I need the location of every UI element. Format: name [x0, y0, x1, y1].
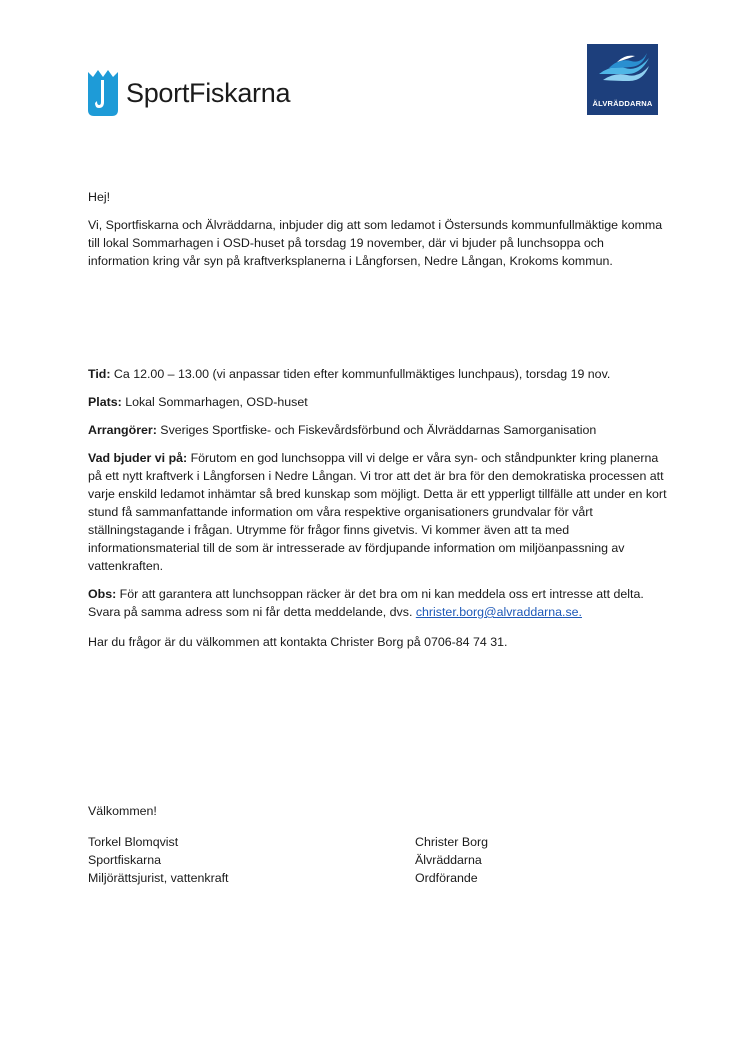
signature-title: Miljörättsjurist, vattenkraft: [88, 871, 229, 885]
place-value: Lokal Sommarhagen, OSD-huset: [121, 395, 308, 409]
signature-title: Ordförande: [415, 871, 478, 885]
place-label: Plats:: [88, 395, 122, 409]
river-waves-icon: [587, 44, 658, 94]
signature-name: Torkel Blomqvist: [88, 835, 179, 849]
organizers-value: Sveriges Sportfiske- och Fiskevårdsförbund och Älvräddarnas Samorganisation: [156, 423, 597, 437]
fish-hook-icon: [88, 70, 118, 116]
time-value: Ca 12.00 – 13.00 (vi anpassar tiden efter kommunfullmäktiges lunchpaus), torsdag 19 nov.: [110, 367, 611, 381]
obs-paragraph: [88, 585, 668, 621]
alvraddarna-wordmark: ÄLVRÄDDARNA: [592, 99, 653, 108]
place-line: [88, 393, 668, 411]
signature-org: Sportfiskarna: [88, 853, 162, 867]
closing-line: Välkommen!: [88, 804, 157, 818]
obs-label: Obs:: [88, 587, 117, 601]
alvraddarna-logo: [587, 44, 658, 115]
obs-value: För att garantera att lunchsoppan räcker är det bra om ni kan meddela oss ert intresse att delta. Svara på samma adress som ni får detta meddelande, dvs.: [88, 587, 644, 619]
intro-paragraph: Vi, Sportfiskarna och Älvräddarna, inbjuder dig att som ledamot i Östersunds kommunfullmäktige komma till lokal Sommarhagen i OSD-huset på torsdag 19 november, där vi bjuder på lunchsoppa och information kring vår syn på kraftverksplanerna i Långforsen, Nedre Långan, Krokoms kommun.: [88, 218, 663, 268]
contact-line: Har du frågor är du välkommen att kontakta Christer Borg på 0706-84 74 31.: [88, 635, 508, 649]
signature-name: Christer Borg: [415, 835, 488, 849]
signature-org: Älvräddarna: [415, 853, 482, 867]
organizers-label: Arrangörer:: [88, 423, 157, 437]
email-link[interactable]: christer.borg@alvraddarna.se.: [415, 605, 582, 619]
greeting: Hej!: [88, 190, 111, 204]
time-label: Tid:: [88, 367, 111, 381]
offer-paragraph: [88, 449, 668, 575]
time-line: [88, 365, 668, 383]
offer-label: Vad bjuder vi på:: [88, 451, 188, 465]
signature-christer: [415, 833, 488, 887]
sportfiskarna-logo: [88, 70, 290, 116]
offer-value: Förutom en god lunchsoppa vill vi delge er våra syn- och ståndpunkter kring planerna på ett nytt kraftverk i Långforsen i Nedre Långan. Vi tror att det är bra för den demokratiska processen att varje enskild ledamot inhämtar så bred kunskap som möjligt. Detta är ett ypperligt tillfälle att under en kort stund få sammanfattande information om våra respektive organisationers grundvalar för vårt ställningstagande i frågan. Utrymme för frågor finns givetvis. Vi kommer även att ta med informationsmaterial till de som är intresserade av fördjupande information om miljöanpassning av vattenkraften.: [88, 451, 667, 573]
signature-torkel: [88, 833, 228, 887]
organizers-line: [88, 421, 668, 439]
sportfiskarna-wordmark: SportFiskarna: [126, 77, 291, 108]
